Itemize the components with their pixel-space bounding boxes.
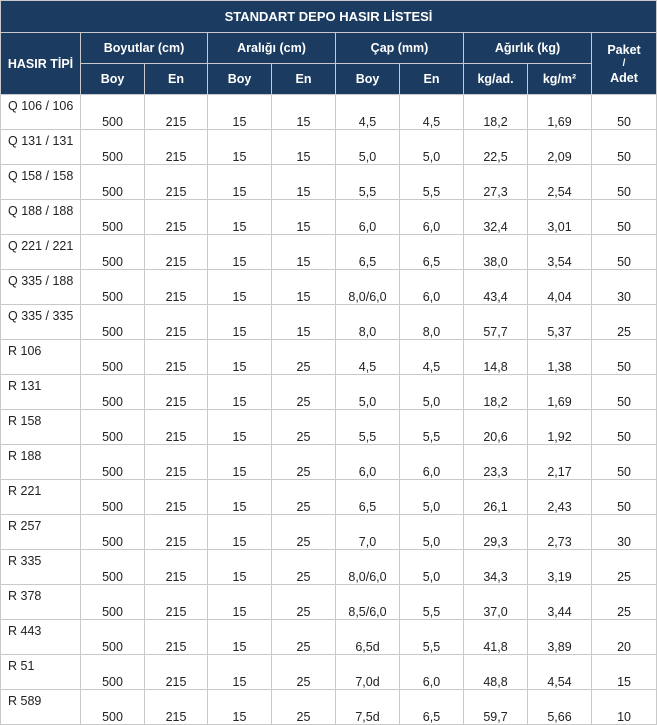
cell-araligi-boy: 15 xyxy=(208,410,272,445)
cell-araligi-en: 15 xyxy=(272,165,336,200)
table-row xyxy=(1,95,657,130)
subheader-araligi-boy: Boy xyxy=(208,64,272,95)
cell-boy: 500 xyxy=(81,515,145,550)
header-paket: Paket xyxy=(607,42,641,57)
cell-araligi-boy: 15 xyxy=(208,515,272,550)
cell-araligi-en: 25 xyxy=(272,480,336,515)
cell-araligi-en: 25 xyxy=(272,410,336,445)
table-body xyxy=(1,95,657,725)
cell-kg-ad: 57,7 xyxy=(464,305,528,340)
table-row xyxy=(1,270,657,305)
cell-hasir-tipi: Q 188 / 188 xyxy=(1,200,81,235)
cell-kg-m2: 2,09 xyxy=(528,130,592,165)
cell-kg-ad: 18,2 xyxy=(464,375,528,410)
cell-cap-en: 4,5 xyxy=(400,95,464,130)
cell-cap-en: 5,5 xyxy=(400,165,464,200)
cell-araligi-boy: 15 xyxy=(208,445,272,480)
cell-araligi-boy: 15 xyxy=(208,690,272,725)
table-row xyxy=(1,550,657,585)
header-paket-separator: / xyxy=(622,57,626,69)
table-row xyxy=(1,200,657,235)
cell-boy: 500 xyxy=(81,340,145,375)
cell-paket-adet: 30 xyxy=(592,270,657,305)
cell-hasir-tipi: R 106 xyxy=(1,340,81,375)
cell-en: 215 xyxy=(145,305,208,340)
cell-cap-boy: 8,5/6,0 xyxy=(336,585,400,620)
cell-kg-m2: 4,04 xyxy=(528,270,592,305)
cell-boy: 500 xyxy=(81,585,145,620)
cell-cap-boy: 5,5 xyxy=(336,165,400,200)
cell-cap-en: 4,5 xyxy=(400,340,464,375)
cell-araligi-boy: 15 xyxy=(208,480,272,515)
cell-hasir-tipi: R 257 xyxy=(1,515,81,550)
cell-paket-adet: 50 xyxy=(592,235,657,270)
cell-cap-en: 6,0 xyxy=(400,270,464,305)
cell-cap-boy: 8,0 xyxy=(336,305,400,340)
cell-cap-boy: 4,5 xyxy=(336,340,400,375)
cell-hasir-tipi: Q 335 / 335 xyxy=(1,305,81,340)
cell-hasir-tipi: R 158 xyxy=(1,410,81,445)
cell-hasir-tipi: Q 158 / 158 xyxy=(1,165,81,200)
cell-kg-m2: 1,69 xyxy=(528,95,592,130)
cell-kg-m2: 5,66 xyxy=(528,690,592,725)
cell-paket-adet: 25 xyxy=(592,585,657,620)
table-row xyxy=(1,235,657,270)
subheader-boyutlar-en: En xyxy=(145,64,208,95)
cell-cap-en: 5,0 xyxy=(400,515,464,550)
cell-paket-adet: 50 xyxy=(592,480,657,515)
cell-en: 215 xyxy=(145,515,208,550)
header-hasir-tipi: HASIR TİPİ xyxy=(1,33,81,95)
cell-cap-boy: 7,0d xyxy=(336,655,400,690)
cell-kg-ad: 32,4 xyxy=(464,200,528,235)
cell-cap-en: 5,5 xyxy=(400,620,464,655)
cell-paket-adet: 50 xyxy=(592,375,657,410)
cell-cap-boy: 6,5d xyxy=(336,620,400,655)
cell-kg-m2: 3,19 xyxy=(528,550,592,585)
cell-araligi-en: 15 xyxy=(272,305,336,340)
header-araligi: Aralığı (cm) xyxy=(208,33,336,64)
table-row xyxy=(1,690,657,725)
cell-boy: 500 xyxy=(81,690,145,725)
cell-cap-en: 5,5 xyxy=(400,410,464,445)
cell-en: 215 xyxy=(145,375,208,410)
cell-kg-ad: 23,3 xyxy=(464,445,528,480)
cell-araligi-en: 15 xyxy=(272,270,336,305)
cell-boy: 500 xyxy=(81,235,145,270)
cell-cap-boy: 6,5 xyxy=(336,480,400,515)
cell-cap-en: 5,0 xyxy=(400,130,464,165)
table-row xyxy=(1,375,657,410)
cell-cap-en: 6,5 xyxy=(400,690,464,725)
cell-paket-adet: 30 xyxy=(592,515,657,550)
cell-kg-ad: 38,0 xyxy=(464,235,528,270)
cell-en: 215 xyxy=(145,445,208,480)
subheader-boyutlar-boy: Boy xyxy=(81,64,145,95)
cell-en: 215 xyxy=(145,200,208,235)
table-row xyxy=(1,340,657,375)
cell-cap-en: 6,0 xyxy=(400,655,464,690)
cell-cap-en: 5,0 xyxy=(400,550,464,585)
table-row xyxy=(1,410,657,445)
cell-kg-m2: 4,54 xyxy=(528,655,592,690)
cell-araligi-boy: 15 xyxy=(208,200,272,235)
cell-en: 215 xyxy=(145,410,208,445)
subheader-araligi-en: En xyxy=(272,64,336,95)
cell-boy: 500 xyxy=(81,95,145,130)
cell-araligi-boy: 15 xyxy=(208,95,272,130)
cell-paket-adet: 50 xyxy=(592,200,657,235)
cell-cap-boy: 6,0 xyxy=(336,445,400,480)
cell-araligi-boy: 15 xyxy=(208,585,272,620)
cell-araligi-boy: 15 xyxy=(208,235,272,270)
cell-kg-ad: 34,3 xyxy=(464,550,528,585)
cell-kg-ad: 22,5 xyxy=(464,130,528,165)
cell-araligi-boy: 15 xyxy=(208,655,272,690)
cell-cap-boy: 5,0 xyxy=(336,130,400,165)
cell-araligi-boy: 15 xyxy=(208,270,272,305)
cell-cap-boy: 7,0 xyxy=(336,515,400,550)
cell-hasir-tipi: Q 106 / 106 xyxy=(1,95,81,130)
cell-en: 215 xyxy=(145,585,208,620)
table-row xyxy=(1,620,657,655)
cell-cap-en: 6,0 xyxy=(400,445,464,480)
cell-kg-ad: 37,0 xyxy=(464,585,528,620)
cell-araligi-boy: 15 xyxy=(208,550,272,585)
cell-hasir-tipi: R 221 xyxy=(1,480,81,515)
cell-cap-boy: 4,5 xyxy=(336,95,400,130)
cell-en: 215 xyxy=(145,480,208,515)
cell-kg-m2: 3,54 xyxy=(528,235,592,270)
cell-araligi-en: 25 xyxy=(272,655,336,690)
table-row xyxy=(1,165,657,200)
cell-boy: 500 xyxy=(81,305,145,340)
cell-kg-ad: 18,2 xyxy=(464,95,528,130)
cell-cap-en: 6,5 xyxy=(400,235,464,270)
cell-boy: 500 xyxy=(81,550,145,585)
header-adet: Adet xyxy=(610,70,638,85)
cell-kg-m2: 2,43 xyxy=(528,480,592,515)
header-cap: Çap (mm) xyxy=(336,33,464,64)
cell-kg-m2: 3,89 xyxy=(528,620,592,655)
cell-paket-adet: 10 xyxy=(592,690,657,725)
cell-cap-boy: 6,5 xyxy=(336,235,400,270)
cell-kg-m2: 1,69 xyxy=(528,375,592,410)
cell-paket-adet: 50 xyxy=(592,165,657,200)
cell-paket-adet: 50 xyxy=(592,445,657,480)
cell-araligi-boy: 15 xyxy=(208,375,272,410)
cell-araligi-en: 15 xyxy=(272,200,336,235)
cell-araligi-en: 25 xyxy=(272,340,336,375)
cell-boy: 500 xyxy=(81,375,145,410)
cell-araligi-boy: 15 xyxy=(208,165,272,200)
cell-kg-m2: 3,01 xyxy=(528,200,592,235)
cell-en: 215 xyxy=(145,690,208,725)
cell-cap-en: 8,0 xyxy=(400,305,464,340)
subheader-kg-m2: kg/m² xyxy=(528,64,592,95)
table-row xyxy=(1,655,657,690)
cell-cap-boy: 5,5 xyxy=(336,410,400,445)
cell-kg-m2: 3,44 xyxy=(528,585,592,620)
table-row xyxy=(1,480,657,515)
subheader-cap-boy: Boy xyxy=(336,64,400,95)
cell-en: 215 xyxy=(145,130,208,165)
cell-kg-ad: 48,8 xyxy=(464,655,528,690)
cell-araligi-en: 25 xyxy=(272,515,336,550)
cell-kg-ad: 41,8 xyxy=(464,620,528,655)
subheader-kg-ad: kg/ad. xyxy=(464,64,528,95)
cell-kg-ad: 29,3 xyxy=(464,515,528,550)
cell-araligi-boy: 15 xyxy=(208,340,272,375)
cell-hasir-tipi: Q 131 / 131 xyxy=(1,130,81,165)
cell-boy: 500 xyxy=(81,270,145,305)
cell-kg-ad: 14,8 xyxy=(464,340,528,375)
cell-boy: 500 xyxy=(81,480,145,515)
table-row xyxy=(1,515,657,550)
cell-boy: 500 xyxy=(81,165,145,200)
cell-kg-m2: 2,54 xyxy=(528,165,592,200)
cell-paket-adet: 50 xyxy=(592,340,657,375)
cell-kg-ad: 43,4 xyxy=(464,270,528,305)
cell-cap-en: 6,0 xyxy=(400,200,464,235)
cell-cap-boy: 8,0/6,0 xyxy=(336,270,400,305)
cell-araligi-boy: 15 xyxy=(208,620,272,655)
header-boyutlar: Boyutlar (cm) xyxy=(81,33,208,64)
cell-en: 215 xyxy=(145,270,208,305)
cell-kg-ad: 26,1 xyxy=(464,480,528,515)
cell-cap-boy: 5,0 xyxy=(336,375,400,410)
cell-araligi-boy: 15 xyxy=(208,130,272,165)
cell-paket-adet: 50 xyxy=(592,130,657,165)
table-title: STANDART DEPO HASIR LİSTESİ xyxy=(1,1,657,33)
cell-paket-adet: 50 xyxy=(592,410,657,445)
cell-kg-m2: 5,37 xyxy=(528,305,592,340)
cell-kg-m2: 1,92 xyxy=(528,410,592,445)
cell-hasir-tipi: R 335 xyxy=(1,550,81,585)
cell-paket-adet: 25 xyxy=(592,550,657,585)
cell-kg-m2: 1,38 xyxy=(528,340,592,375)
cell-hasir-tipi: R 188 xyxy=(1,445,81,480)
cell-kg-ad: 20,6 xyxy=(464,410,528,445)
table-row xyxy=(1,585,657,620)
cell-araligi-en: 25 xyxy=(272,585,336,620)
cell-kg-ad: 27,3 xyxy=(464,165,528,200)
cell-cap-boy: 7,5d xyxy=(336,690,400,725)
cell-boy: 500 xyxy=(81,655,145,690)
cell-en: 215 xyxy=(145,95,208,130)
cell-hasir-tipi: R 443 xyxy=(1,620,81,655)
cell-araligi-en: 15 xyxy=(272,235,336,270)
cell-hasir-tipi: R 378 xyxy=(1,585,81,620)
cell-en: 215 xyxy=(145,165,208,200)
cell-cap-en: 5,0 xyxy=(400,375,464,410)
cell-araligi-boy: 15 xyxy=(208,305,272,340)
cell-hasir-tipi: R 51 xyxy=(1,655,81,690)
cell-araligi-en: 25 xyxy=(272,375,336,410)
cell-en: 215 xyxy=(145,550,208,585)
cell-araligi-en: 15 xyxy=(272,130,336,165)
cell-kg-m2: 2,17 xyxy=(528,445,592,480)
cell-paket-adet: 50 xyxy=(592,95,657,130)
cell-cap-boy: 8,0/6,0 xyxy=(336,550,400,585)
cell-hasir-tipi: R 589 xyxy=(1,690,81,725)
cell-cap-boy: 6,0 xyxy=(336,200,400,235)
cell-araligi-en: 15 xyxy=(272,95,336,130)
cell-boy: 500 xyxy=(81,130,145,165)
cell-paket-adet: 25 xyxy=(592,305,657,340)
header-agirlik: Ağırlık (kg) xyxy=(464,33,592,64)
cell-boy: 500 xyxy=(81,410,145,445)
cell-hasir-tipi: Q 221 / 221 xyxy=(1,235,81,270)
cell-cap-en: 5,5 xyxy=(400,585,464,620)
subheader-cap-en: En xyxy=(400,64,464,95)
cell-araligi-en: 25 xyxy=(272,550,336,585)
cell-araligi-en: 25 xyxy=(272,445,336,480)
cell-cap-en: 5,0 xyxy=(400,480,464,515)
header-paket-adet xyxy=(592,33,657,95)
cell-hasir-tipi: Q 335 / 188 xyxy=(1,270,81,305)
cell-en: 215 xyxy=(145,655,208,690)
cell-en: 215 xyxy=(145,235,208,270)
cell-boy: 500 xyxy=(81,200,145,235)
cell-araligi-en: 25 xyxy=(272,620,336,655)
cell-araligi-en: 25 xyxy=(272,690,336,725)
cell-paket-adet: 15 xyxy=(592,655,657,690)
cell-en: 215 xyxy=(145,620,208,655)
cell-kg-m2: 2,73 xyxy=(528,515,592,550)
cell-boy: 500 xyxy=(81,445,145,480)
table-row xyxy=(1,130,657,165)
cell-kg-ad: 59,7 xyxy=(464,690,528,725)
cell-paket-adet: 20 xyxy=(592,620,657,655)
table-row xyxy=(1,445,657,480)
cell-boy: 500 xyxy=(81,620,145,655)
cell-hasir-tipi: R 131 xyxy=(1,375,81,410)
table-row xyxy=(1,305,657,340)
cell-en: 215 xyxy=(145,340,208,375)
